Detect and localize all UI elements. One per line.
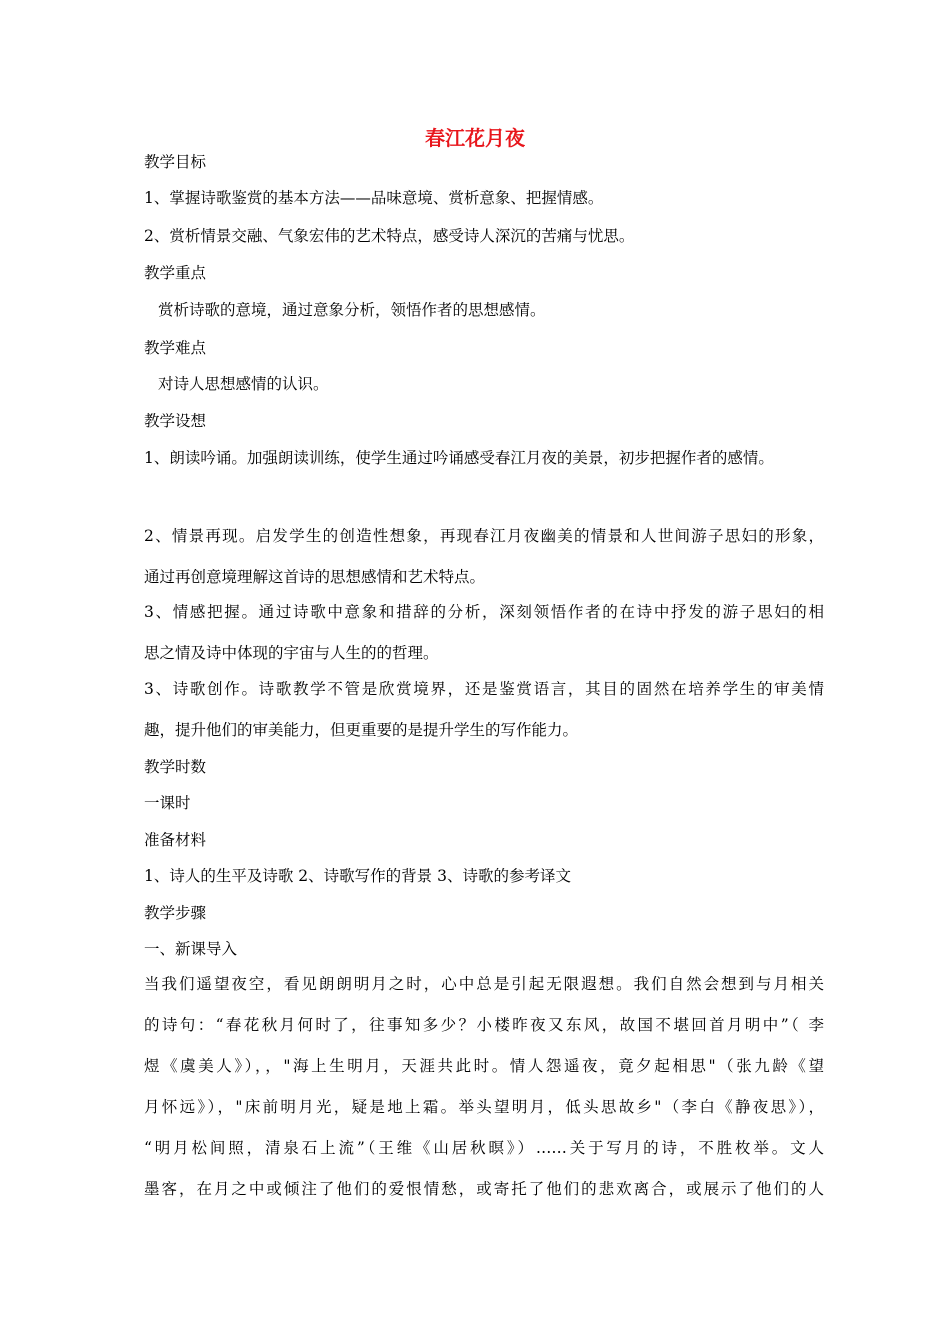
intro-paragraph-line-1: 当我们遥望夜空，看见朗朗明月之时，心中总是引起无限遐想。我们自然会想到与月相关 <box>144 975 824 993</box>
idea-item-2-line-2: 通过再创意境理解这首诗的思想感情和艺术特点。 <box>144 568 486 586</box>
intro-paragraph-line-2: 的诗句：“春花秋月何时了，往事知多少？小楼昨夜又东风，故国不堪回首月明中”（ 李 <box>144 1016 824 1034</box>
idea-item-3-line-1: 3、情感把握。通过诗歌中意象和措辞的分析，深刻领悟作者的在诗中抒发的游子思妇的相 <box>144 603 824 621</box>
goal-item-1: 1、掌握诗歌鉴赏的基本方法——品味意境、赏析意象、把握情感。 <box>144 189 604 207</box>
class-hours-text: 一课时 <box>144 794 191 812</box>
idea-item-4-line-2: 趣，提升他们的审美能力，但更重要的是提升学生的写作能力。 <box>144 721 579 739</box>
idea-item-2-line-1: 2、情景再现。启发学生的创造性想象，再现春江月夜幽美的情景和人世间游子思妇的形象， <box>144 527 824 545</box>
intro-paragraph-line-3: 煜《虞美人》），，"海上生明月，天涯共此时。情人怨遥夜，竟夕起相思"（张九龄《望 <box>144 1057 824 1075</box>
heading-difficulties: 教学难点 <box>144 339 207 357</box>
idea-item-1: 1、朗读吟诵。加强朗读训练，使学生通过吟诵感受春江月夜的美景，初步把握作者的感情。 <box>144 449 774 467</box>
difficulties-text: 对诗人思想感情的认识。 <box>158 375 329 393</box>
materials-text: 1、诗人的生平及诗歌 2、诗歌写作的背景 3、诗歌的参考译文 <box>144 867 571 885</box>
intro-paragraph-line-4: 月怀远》），"床前明月光，疑是地上霜。举头望明月，低头思故乡"（李白《静夜思》）， <box>144 1098 824 1116</box>
idea-item-4-line-1: 3、诗歌创作。诗歌教学不管是欣赏境界，还是鉴赏语言，其目的固然在培养学生的审美情 <box>144 680 824 698</box>
heading-teaching-goals: 教学目标 <box>144 153 207 171</box>
heading-teaching-ideas: 教学设想 <box>144 412 207 430</box>
heading-key-points: 教学重点 <box>144 264 207 282</box>
heading-steps: 教学步骤 <box>144 904 207 922</box>
step-heading-intro: 一、新课导入 <box>144 940 238 958</box>
document-title: 春江花月夜 <box>425 126 525 150</box>
key-points-text: 赏析诗歌的意境，通过意象分析，领悟作者的思想感情。 <box>158 301 546 319</box>
intro-paragraph-line-5: “明月松间照，清泉石上流”（王维《山居秋暝》）……关于写月的诗，不胜枚举。文人 <box>144 1139 824 1157</box>
goal-item-2: 2、赏析情景交融、气象宏伟的艺术特点，感受诗人深沉的苦痛与忧思。 <box>144 227 635 245</box>
heading-class-hours: 教学时数 <box>144 758 207 776</box>
idea-item-3-line-2: 思之情及诗中体现的宇宙与人生的的哲理。 <box>144 644 439 662</box>
heading-materials: 准备材料 <box>144 831 207 849</box>
intro-paragraph-line-6: 墨客，在月之中或倾注了他们的爱恨情愁，或寄托了他们的悲欢离合，或展示了他们的人 <box>144 1180 824 1198</box>
